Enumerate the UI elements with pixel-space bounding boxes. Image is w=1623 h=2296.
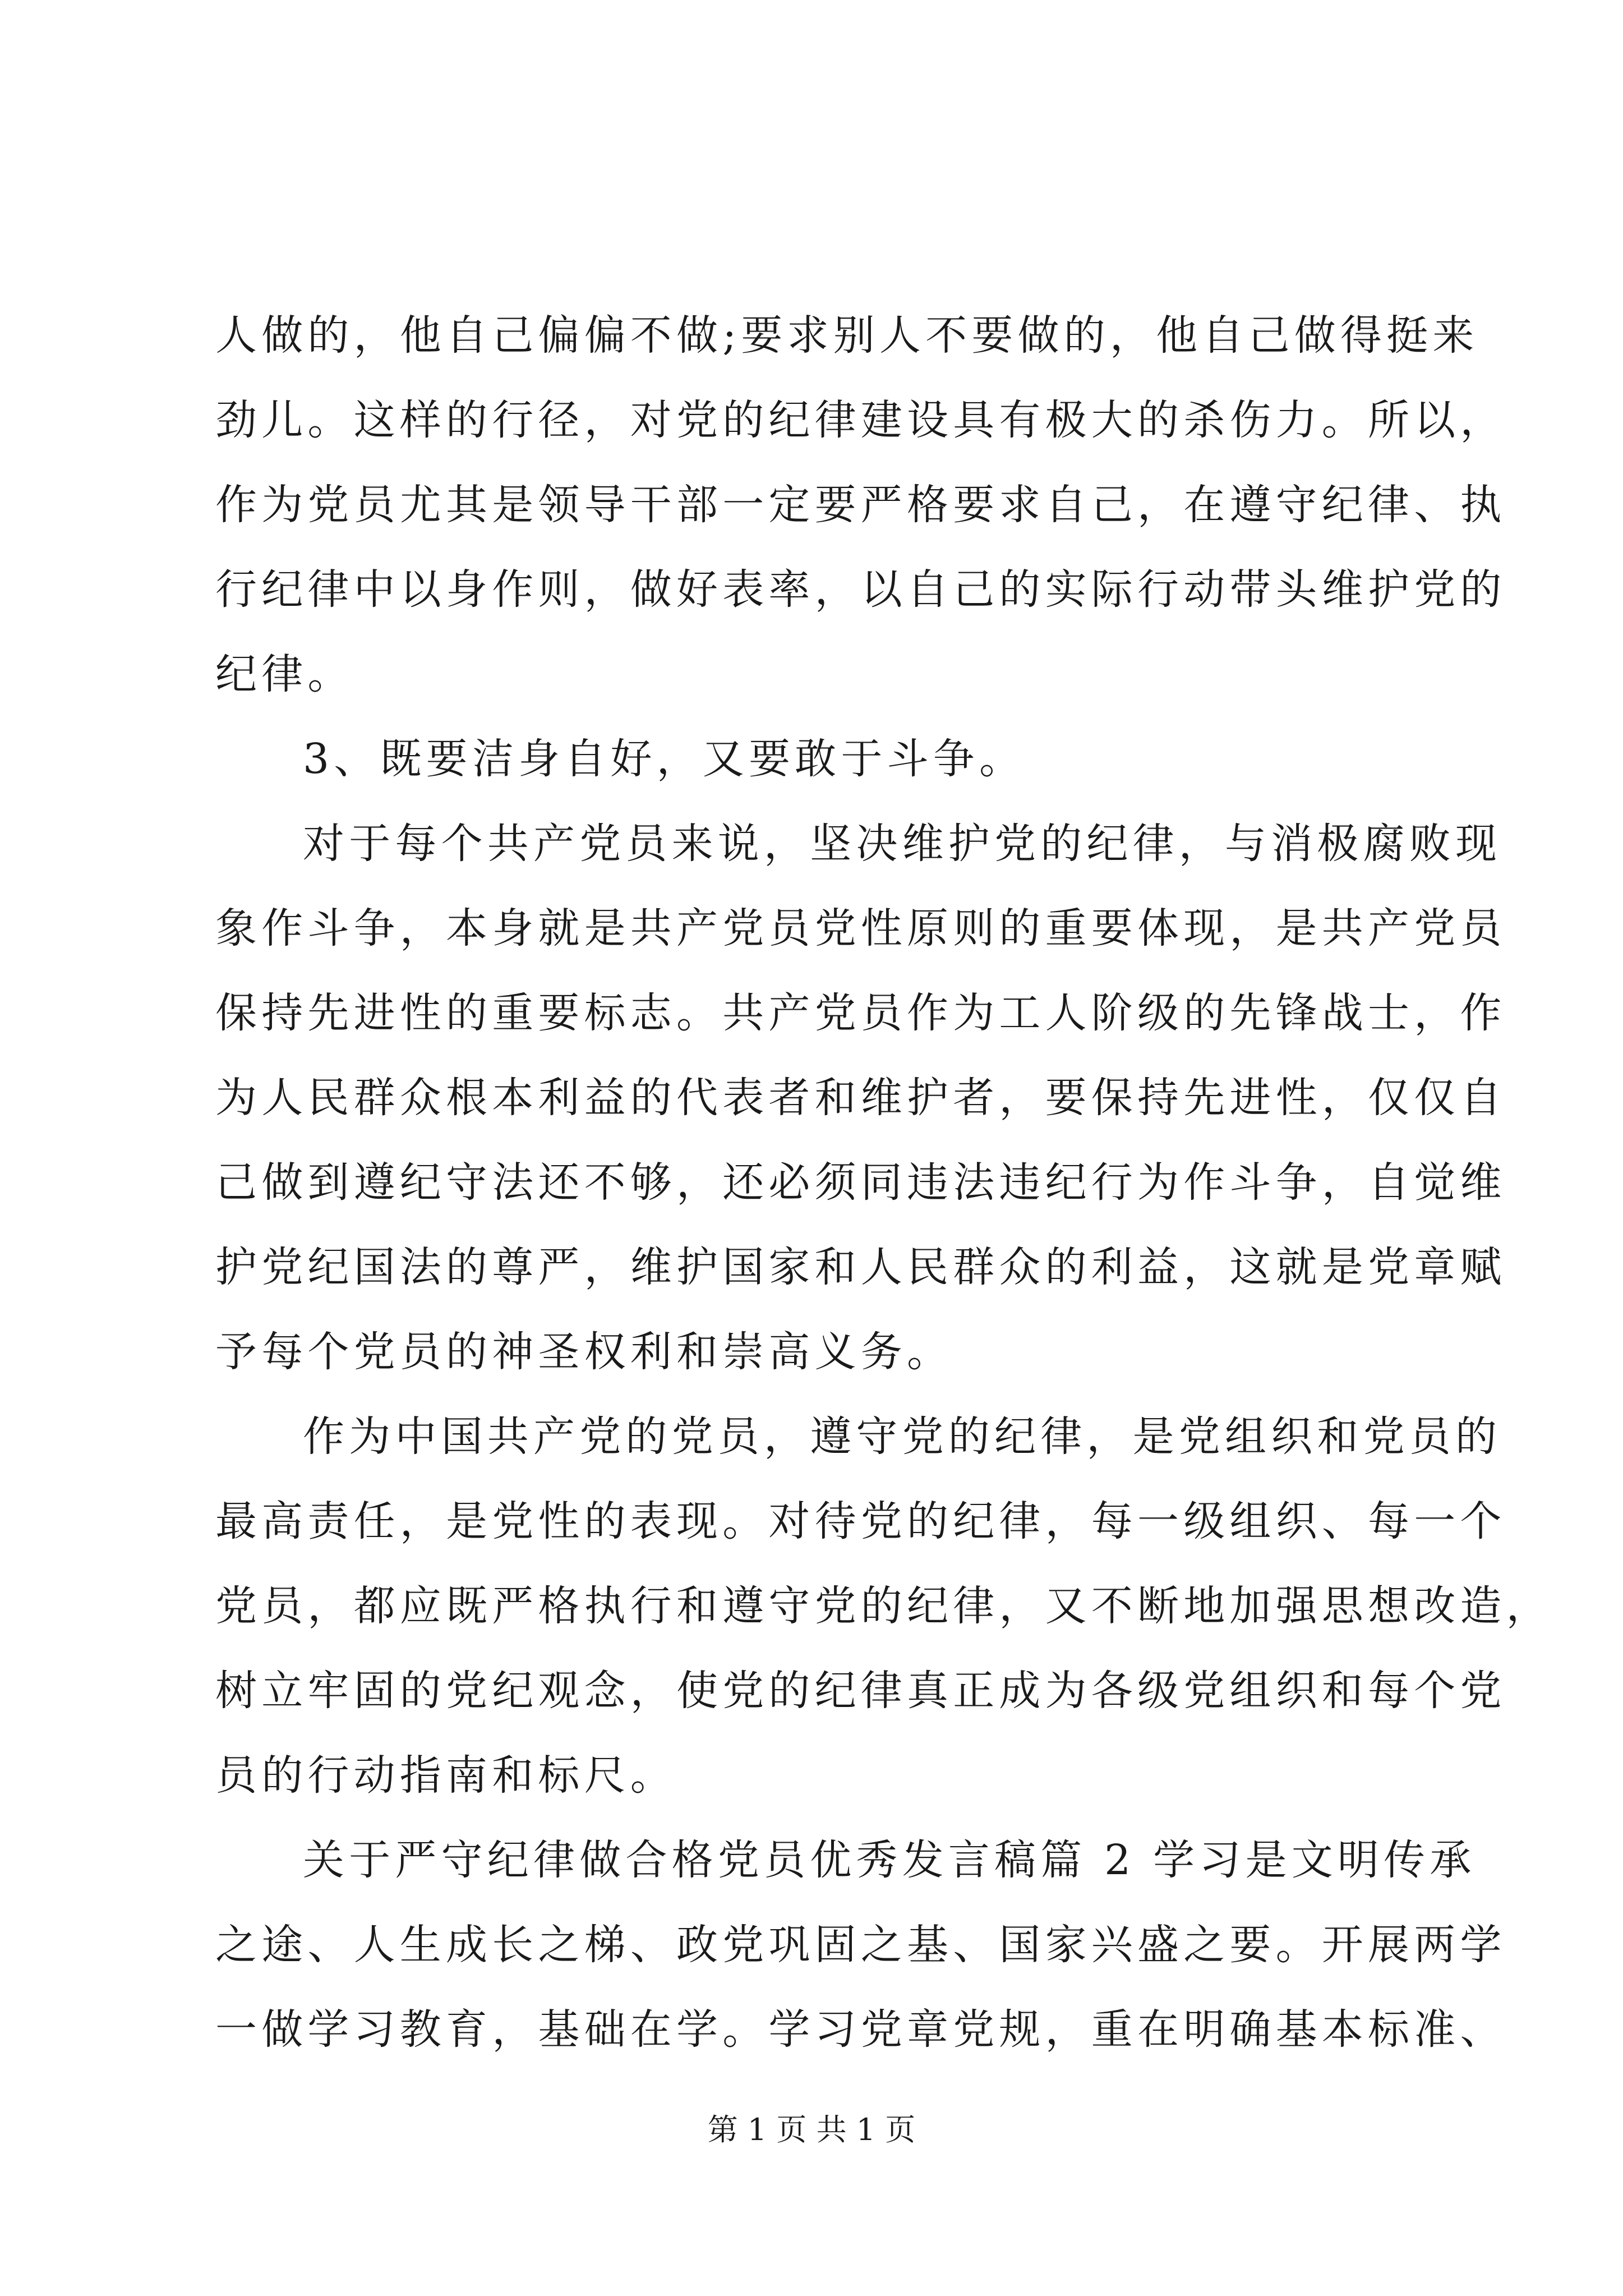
section-heading: 3、既要洁身自好，又要敢于斗争。 (303, 735, 1026, 783)
text-line: 己做到遵纪守法还不够，还必须同违法违纪行为作斗争，自觉维 (215, 1158, 1506, 1207)
text-line: 员的行动指南和标尺。 (215, 1751, 676, 1800)
text-line: 予每个党员的神圣权利和崇高义务。 (215, 1328, 953, 1376)
text-line: 象作斗争，本身就是共产党员党性原则的重要体现，是共产党员 (215, 904, 1506, 953)
text-line: 之途、人生成长之梯、政党巩固之基、国家兴盛之要。开展两学 (215, 1921, 1506, 1969)
text-line: 作为中国共产党的党员，遵守党的纪律，是党组织和党员的 (303, 1412, 1502, 1461)
text-line: 最高责任，是党性的表现。对待党的纪律，每一级组织、每一个 (215, 1497, 1506, 1545)
text-line: 党员，都应既严格执行和遵守党的纪律，又不断地加强思想改造， (215, 1582, 1552, 1630)
text-line: 树立牢固的党纪观念，使党的纪律真正成为各级党组织和每个党 (215, 1667, 1506, 1715)
text-line: 作为党员尤其是领导干部一定要严格要求自己，在遵守纪律、执 (215, 481, 1506, 529)
page-number-footer: 第 1 页 共 1 页 (707, 2112, 916, 2147)
text-line: 护党纪国法的尊严，维护国家和人民群众的利益，这就是党章赋 (215, 1243, 1506, 1291)
text-line: 对于每个共产党员来说，坚决维护党的纪律，与消极腐败现 (303, 820, 1502, 868)
text-line: 关于严守纪律做合格党员优秀发言稿篇 2 学习是文明传承 (303, 1836, 1476, 1884)
text-line: 一做学习教育，基础在学。学习党章党规，重在明确基本标准、 (215, 2005, 1506, 2054)
text-line: 行纪律中以身作则，做好表率，以自己的实际行动带头维护党的 (215, 565, 1506, 614)
text-line: 人做的，他自己偏偏不做;要求别人不要做的，他自己做得挺来 (215, 311, 1479, 360)
text-line: 为人民群众根本利益的代表者和维护者，要保持先进性，仅仅自 (215, 1074, 1506, 1122)
text-line: 保持先进性的重要标志。共产党员作为工人阶级的先锋战士，作 (215, 989, 1506, 1037)
text-line: 纪律。 (215, 650, 354, 698)
text-line: 劲儿。这样的行径，对党的纪律建设具有极大的杀伤力。所以， (215, 396, 1506, 444)
